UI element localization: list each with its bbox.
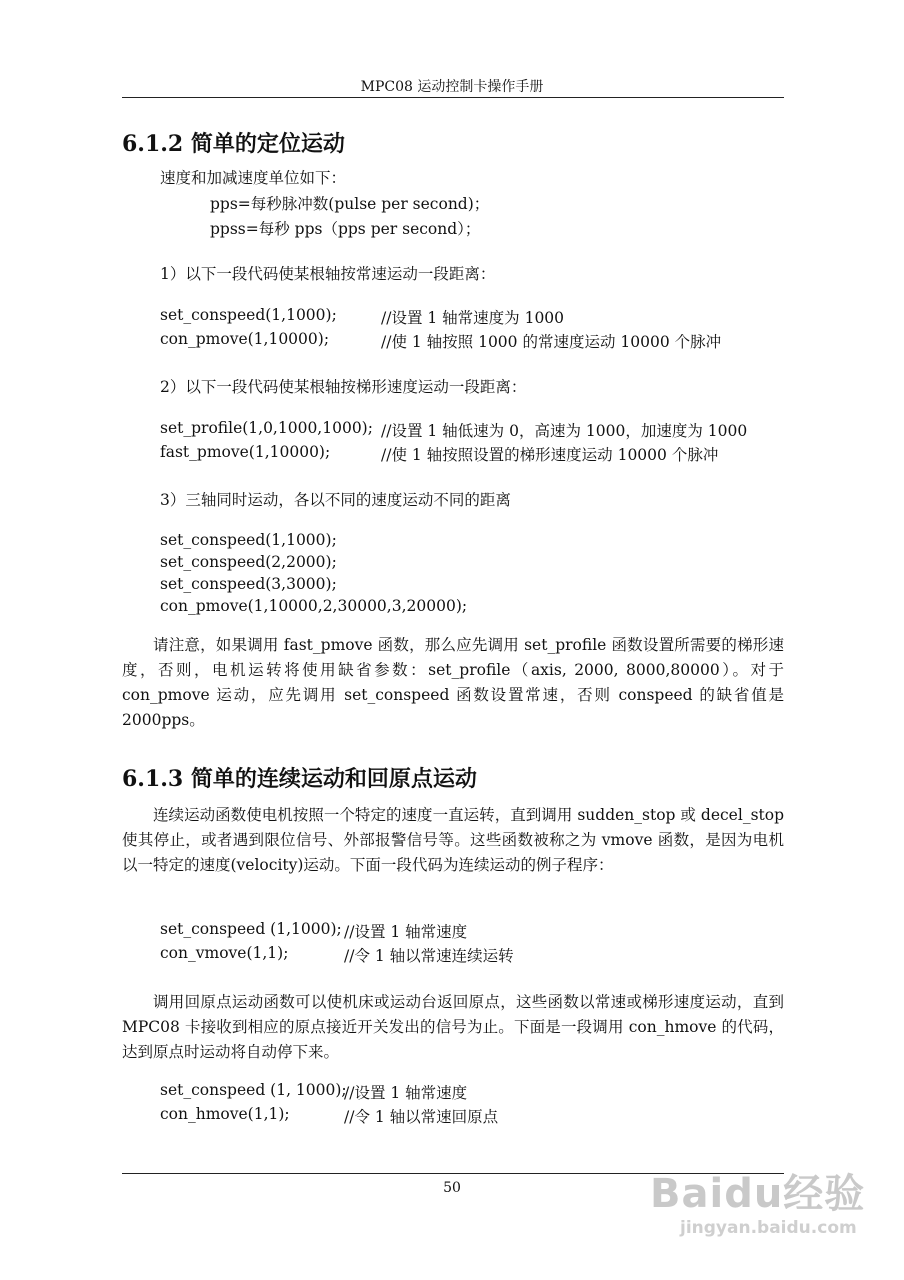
hmove-paragraph xyxy=(122,990,784,1065)
code-line: set_conspeed(3,3000); xyxy=(160,575,337,593)
vmove-paragraph xyxy=(122,803,784,878)
code-line: set_conspeed(2,2000); xyxy=(160,553,337,571)
code-comment: //设置 1 轴常速度 xyxy=(344,923,468,941)
code-line: fast_pmove(1,10000); xyxy=(160,443,331,461)
baidu-watermark xyxy=(640,1150,890,1270)
code-comment: //设置 1 轴低速为 0，高速为 1000，加速度为 1000 xyxy=(381,422,748,440)
note-paragraph xyxy=(122,633,784,733)
note-text: 请注意，如果调用 fast_pmove 函数，那么应先调用 set_profile 函数设置所需要的梯形速度，否则，电机运转将使用缺省参数：set_profile（axis, 2000, 8000,80000）。对于 con_pmove 运动，应先调用 set_conspeed 函数设置常速，否则 conspeed 的缺省值是 2000pps。 xyxy=(122,636,784,729)
code-comment: //使 1 轴按照设置的梯形速度运动 10000 个脉冲 xyxy=(381,446,719,464)
code-line: con_pmove(1,10000); xyxy=(160,330,330,348)
watermark-url: jingyan.baidu.com xyxy=(680,1218,857,1238)
code-line: con_hmove(1,1); xyxy=(160,1105,290,1123)
code-line: con_vmove(1,1); xyxy=(160,944,289,962)
item1-intro: 1）以下一段代码使某根轴按常速运动一段距离： xyxy=(160,265,496,283)
page-header-title: MPC08 运动控制卡操作手册 xyxy=(360,79,544,95)
hmove-text: 调用回原点运动函数可以使机床或运动台返回原点，这些函数以常速或梯形速度运动，直到 MPC08 卡接收到相应的原点接近开关发出的信号为止。下面是一段调用 con_hmove 的代码，达到原点时运动将自动停下来。 xyxy=(122,993,784,1061)
section-612-heading: 6.1.2 简单的定位运动 xyxy=(122,131,345,157)
code-line: set_conspeed(1,1000); xyxy=(160,306,337,324)
section-613-heading: 6.1.3 简单的连续运动和回原点运动 xyxy=(122,766,477,792)
code-line: set_conspeed (1,1000); xyxy=(160,920,342,938)
code-comment: //设置 1 轴常速度 xyxy=(344,1084,468,1102)
code-line: set_profile(1,0,1000,1000); xyxy=(160,419,373,437)
ppss-definition: ppss=每秒 pps（pps per second）； xyxy=(210,220,481,238)
code-comment: //令 1 轴以常速连续运转 xyxy=(344,947,514,965)
units-intro: 速度和加减速度单位如下： xyxy=(160,169,347,187)
pps-definition: pps=每秒脉冲数(pulse per second)； xyxy=(210,195,490,213)
item2-intro: 2）以下一段代码使某根轴按梯形速度运动一段距离： xyxy=(160,378,527,396)
watermark-logo: Baidu经验 xyxy=(650,1171,866,1217)
item3-intro: 3）三轴同时运动，各以不同的速度运动不同的距离 xyxy=(160,491,511,509)
code-line: set_conspeed(1,1000); xyxy=(160,531,337,549)
vmove-text: 连续运动函数使电机按照一个特定的速度一直运转，直到调用 sudden_stop 或 decel_stop 使其停止，或者遇到限位信号、外部报警信号等。这些函数被称之为 vmove 函数，是因为电机以一特定的速度(velocity)运动。下面一段代码为连续运动的例子程序： xyxy=(122,806,784,874)
page-number: 50 xyxy=(443,1180,461,1196)
code-comment: //设置 1 轴常速度为 1000 xyxy=(381,309,565,327)
code-comment: //使 1 轴按照 1000 的常速度运动 10000 个脉冲 xyxy=(381,333,722,351)
header-rule xyxy=(122,97,784,98)
code-line: con_pmove(1,10000,2,30000,3,20000); xyxy=(160,597,468,615)
code-comment: //令 1 轴以常速回原点 xyxy=(344,1108,499,1126)
code-line: set_conspeed (1, 1000); xyxy=(160,1081,347,1099)
